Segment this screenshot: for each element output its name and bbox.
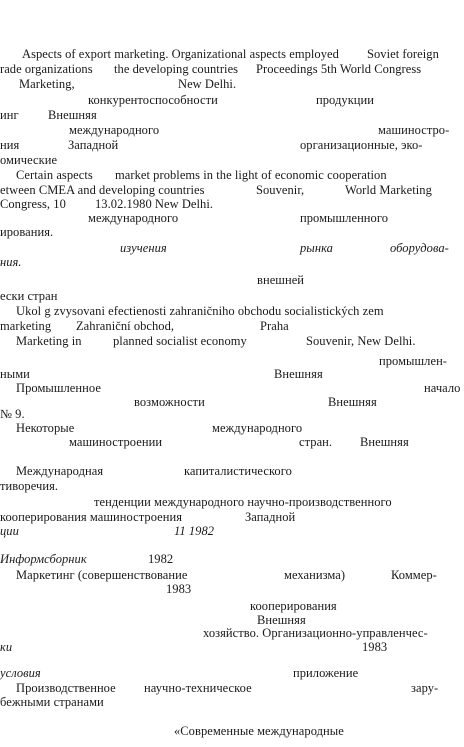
text-fragment: зару-: [411, 681, 439, 695]
text-fragment: Souvenir,: [256, 183, 305, 197]
text-fragment: etween CMEA and developing countries: [0, 183, 205, 197]
text-fragment: Коммер-: [391, 568, 437, 582]
text-fragment: planned socialist economy: [113, 334, 247, 348]
text-fragment: Zahraniční obchod,: [76, 319, 175, 333]
text-fragment: хозяйство. Организационно-управленчес-: [203, 626, 428, 640]
text-fragment: market problems in the light of economic cooperation: [115, 168, 387, 182]
text-fragment: Praha: [260, 319, 289, 333]
text-fragment: Внешняя: [274, 367, 323, 381]
text-fragment: организационные, эко-: [300, 138, 423, 152]
text-fragment: New Delhi.: [178, 77, 237, 91]
text-fragment: Внешняя: [360, 435, 409, 449]
text-fragment: rade organizations: [0, 62, 93, 76]
text-fragment: Информсборник: [0, 552, 87, 566]
text-fragment: ески стран: [0, 289, 58, 303]
text-fragment: Congress, 10: [0, 197, 66, 211]
text-fragment: международного: [212, 421, 303, 435]
text-fragment: продукции: [316, 93, 375, 107]
text-fragment: оборудова-: [390, 241, 449, 255]
text-fragment: Souvenir, New Delhi.: [306, 334, 416, 348]
text-fragment: Западной: [68, 138, 119, 152]
text-fragment: Marketing,: [19, 77, 75, 91]
text-fragment: изучения: [120, 241, 167, 255]
text-fragment: ции: [0, 524, 19, 538]
text-fragment: Внешняя: [48, 108, 97, 122]
text-fragment: World Marketing: [345, 183, 432, 197]
text-fragment: Aspects of export marketing. Organizational aspects employed: [22, 47, 339, 61]
text-fragment: «Современные международные: [174, 724, 344, 738]
text-fragment: Промышленное: [16, 381, 101, 395]
text-fragment: ными: [0, 367, 30, 381]
text-fragment: Производственное: [16, 681, 116, 695]
text-fragment: Внешняя: [257, 613, 306, 627]
text-fragment: машиностро-: [378, 123, 450, 137]
text-fragment: промышленного: [300, 211, 389, 225]
text-fragment: возможности: [134, 395, 205, 409]
text-fragment: конкурентоспособности: [88, 93, 218, 107]
text-fragment: ния.: [0, 255, 22, 269]
text-fragment: ния: [0, 138, 20, 152]
text-fragment: Внешняя: [328, 395, 377, 409]
text-fragment: ки: [0, 640, 13, 654]
text-fragment: кооперирования: [250, 599, 337, 613]
text-fragment: 1983: [362, 640, 388, 654]
text-fragment: Международная: [16, 464, 104, 478]
text-fragment: Certain aspects: [16, 168, 93, 182]
text-fragment: 1983: [166, 582, 192, 596]
text-fragment: кооперирования машиностроения: [0, 510, 183, 524]
text-fragment: Маркетинг (совершенствование: [16, 568, 188, 582]
text-fragment: ирования.: [0, 225, 54, 239]
text-fragment: международного: [69, 123, 160, 137]
text-fragment: механизма): [284, 568, 346, 582]
text-fragment: рынка: [300, 241, 333, 255]
text-fragment: промышлен-: [379, 354, 448, 368]
text-fragment: № 9.: [0, 407, 25, 421]
text-fragment: тенденции международного научно-производственного: [94, 495, 392, 509]
text-fragment: научно-техническое: [144, 681, 252, 695]
text-fragment: the developing countries: [114, 62, 239, 76]
text-fragment: Marketing in: [16, 334, 82, 348]
text-fragment: 13.02.1980 New Delhi.: [95, 197, 214, 211]
text-fragment: приложение: [293, 666, 359, 680]
text-fragment: начало: [424, 381, 461, 395]
text-fragment: капиталистического: [184, 464, 292, 478]
text-fragment: Soviet foreign: [367, 47, 439, 61]
text-fragment: Западной: [245, 510, 296, 524]
text-fragment: условия: [0, 666, 41, 680]
text-fragment: инг: [0, 108, 19, 122]
text-fragment: тиворечия.: [0, 479, 59, 493]
text-fragment: бежными странами: [0, 695, 104, 709]
text-fragment: Ukol g zvysovani efectienosti zahraničniho obchodu socialistických zem: [16, 304, 384, 318]
text-fragment: международного: [88, 211, 179, 225]
text-fragment: стран.: [299, 435, 333, 449]
text-fragment: внешней: [257, 273, 305, 287]
text-fragment: marketing: [0, 319, 52, 333]
text-fragment: Proceedings 5th World Congress: [256, 62, 422, 76]
text-fragment: омические: [0, 153, 58, 167]
text-fragment: 1982: [148, 552, 174, 566]
text-fragment: машиностроении: [69, 435, 163, 449]
text-fragment: 11 1982: [174, 524, 215, 538]
text-fragment: Некоторые: [16, 421, 75, 435]
